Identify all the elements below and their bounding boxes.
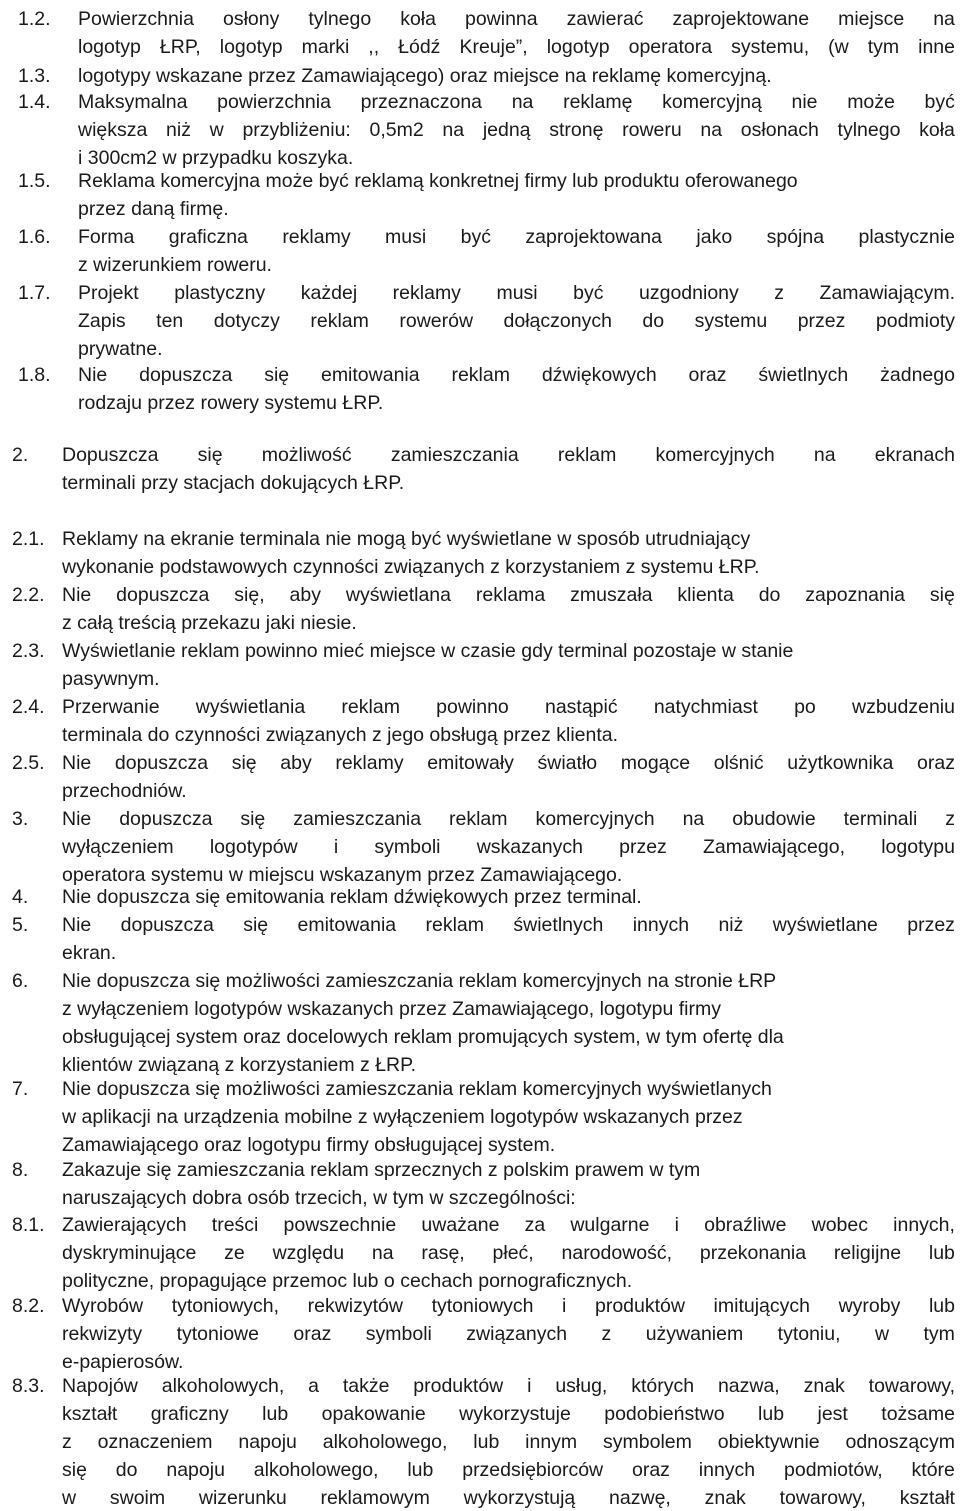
text-line: i 300cm2 w przypadku koszyka.: [78, 147, 354, 169]
text-line: e-papierosów.: [62, 1351, 184, 1373]
text-line: w aplikacji na urządzenia mobilne z wyłączeniem logotypów wskazanych przez: [62, 1106, 743, 1128]
text-line: Nie dopuszcza się zamieszczania reklam komercyjnych na obudowie terminali z: [62, 808, 955, 830]
text-line: Nie dopuszcza się możliwości zamieszczania reklam komercyjnych wyświetlanych: [62, 1078, 772, 1100]
list-item-number: 8.1.: [12, 1214, 45, 1236]
text-line: przechodniów.: [62, 780, 187, 802]
list-item-number: 1.3.: [18, 65, 51, 87]
list-item-number: 2.5.: [12, 752, 45, 774]
text-line: w swoim wizerunku reklamowym wykorzystują nazwę, znak towarowy, kształt: [62, 1487, 955, 1509]
text-line: Maksymalna powierzchnia przeznaczona na reklamę komercyjną nie może być: [78, 91, 955, 113]
text-line: Dopuszcza się możliwość zamieszczania reklam komercyjnych na ekranach: [62, 444, 955, 466]
text-line: Powierzchnia osłony tylnego koła powinna zawierać zaprojektowane miejsce na: [78, 8, 955, 30]
list-item-number: 4.: [12, 886, 29, 908]
text-line: przez daną firmę.: [78, 198, 229, 220]
text-line: wykonanie podstawowych czynności związanych z korzystaniem z systemu ŁRP.: [62, 556, 760, 578]
list-item-number: 7.: [12, 1078, 29, 1100]
text-line: się do napoju alkoholowego, lub przedsiębiorców oraz innych podmiotów, które: [62, 1459, 955, 1481]
text-line: większa niż w przybliżeniu: 0,5m2 na jedną stronę roweru na osłonach tylnego koła: [78, 119, 955, 141]
text-line: Nie dopuszcza się emitowania reklam świetlnych innych niż wyświetlane przez: [62, 914, 955, 936]
text-line: Nie dopuszcza się emitowania reklam dźwiękowych oraz świetlnych żadnego: [78, 364, 955, 386]
text-line: Projekt plastyczny każdej reklamy musi być uzgodniony z Zamawiającym.: [78, 282, 955, 304]
text-line: terminala do czynności związanych z jego obsługą przez klienta.: [62, 724, 619, 746]
list-item-number: 8.3.: [12, 1375, 45, 1397]
text-line: z oznaczeniem napoju alkoholowego, lub innym symbolem obiektywnie odnoszącym: [62, 1431, 955, 1453]
text-line: terminali przy stacjach dokujących ŁRP.: [62, 472, 405, 494]
text-line: Forma graficzna reklamy musi być zaprojektowana jako spójna plastycznie: [78, 226, 955, 248]
text-line: Zamawiającego oraz logotypu firmy obsługującej system.: [62, 1134, 556, 1156]
list-item-number: 1.5.: [18, 170, 51, 192]
list-item-number: 3.: [12, 808, 29, 830]
text-line: Wyrobów tytoniowych, rekwizytów tytoniowych i produktów imitujących wyroby lub: [62, 1295, 955, 1317]
text-line: prywatne.: [78, 338, 163, 360]
text-line: Zawierających treści powszechnie uważane za wulgarne i obraźliwe wobec innych,: [62, 1214, 955, 1236]
list-item-number: 2.1.: [12, 528, 45, 550]
text-line: z wizerunkiem roweru.: [78, 254, 272, 276]
list-item-number: 1.2.: [18, 8, 51, 30]
list-item-number: 2.: [12, 444, 29, 466]
text-line: Reklamy na ekranie terminala nie mogą być wyświetlane w sposób utrudniający: [62, 528, 751, 550]
text-line: Nie dopuszcza się możliwości zamieszczania reklam komercyjnych na stronie ŁRP: [62, 970, 777, 992]
text-line: logotyp ŁRP, logotyp marki ,, Łódź Kreuje”, logotyp operatora systemu, (w tym inne: [78, 36, 955, 58]
text-line: Wyświetlanie reklam powinno mieć miejsce w czasie gdy terminal pozostaje w stanie: [62, 640, 794, 662]
text-line: operatora systemu w miejscu wskazanym przez Zamawiającego.: [62, 864, 623, 886]
list-item-number: 1.7.: [18, 282, 51, 304]
text-line: kształt graficzny lub opakowanie wykorzystuje podobieństwo lub jest tożsame: [62, 1403, 955, 1425]
list-item-number: 2.4.: [12, 696, 45, 718]
text-line: z wyłączeniem logotypów wskazanych przez Zamawiającego, logotypu firmy: [62, 998, 721, 1020]
text-line: polityczne, propagujące przemoc lub o cechach pornograficznych.: [62, 1270, 633, 1292]
text-line: wyłączeniem logotypów i symboli wskazanych przez Zamawiającego, logotypu: [62, 836, 955, 858]
list-item-number: 2.2.: [12, 584, 45, 606]
text-line: dyskryminujące ze względu na rasę, płeć, narodowość, przekonania religijne lub: [62, 1242, 955, 1264]
list-item-number: 5.: [12, 914, 29, 936]
text-line: z całą treścią przekazu jaki niesie.: [62, 612, 357, 634]
text-line: Nie dopuszcza się, aby wyświetlana reklama zmuszała klienta do zapoznania się: [62, 584, 955, 606]
text-line: Zakazuje się zamieszczania reklam sprzecznych z polskim prawem w tym: [62, 1159, 701, 1181]
list-item-number: 8.2.: [12, 1295, 45, 1317]
text-line: klientów związaną z korzystaniem z ŁRP.: [62, 1054, 417, 1076]
text-line: Napojów alkoholowych, a także produktów i usług, których nazwa, znak towarowy,: [62, 1375, 955, 1397]
text-line: rekwizyty tytoniowe oraz symboli związanych z używaniem tytoniu, w tym: [62, 1323, 955, 1345]
list-item-number: 8.: [12, 1159, 29, 1181]
text-line: pasywnym.: [62, 668, 160, 690]
text-line: ekran.: [62, 942, 117, 964]
list-item-number: 2.3.: [12, 640, 45, 662]
text-line: obsługującej system oraz docelowych reklam promujących system, w tym ofertę dla: [62, 1026, 784, 1048]
text-line: Nie dopuszcza się emitowania reklam dźwiękowych przez terminal.: [62, 886, 642, 908]
list-item-number: 1.4.: [18, 91, 51, 113]
text-line: logotypy wskazane przez Zamawiającego) oraz miejsce na reklamę komercyjną.: [78, 65, 772, 87]
list-item-number: 6.: [12, 970, 29, 992]
text-line: Reklama komercyjna może być reklamą konkretnej firmy lub produktu oferowanego: [78, 170, 798, 192]
text-line: naruszających dobra osób trzecich, w tym w szczególności:: [62, 1187, 576, 1209]
text-line: Zapis ten dotyczy reklam rowerów dołączonych do systemu przez podmioty: [78, 310, 955, 332]
text-line: rodzaju przez rowery systemu ŁRP.: [78, 392, 384, 414]
text-line: Przerwanie wyświetlania reklam powinno nastąpić natychmiast po wzbudzeniu: [62, 696, 955, 718]
text-line: Nie dopuszcza się aby reklamy emitowały światło mogące olśnić użytkownika oraz: [62, 752, 955, 774]
list-item-number: 1.8.: [18, 364, 51, 386]
list-item-number: 1.6.: [18, 226, 51, 248]
